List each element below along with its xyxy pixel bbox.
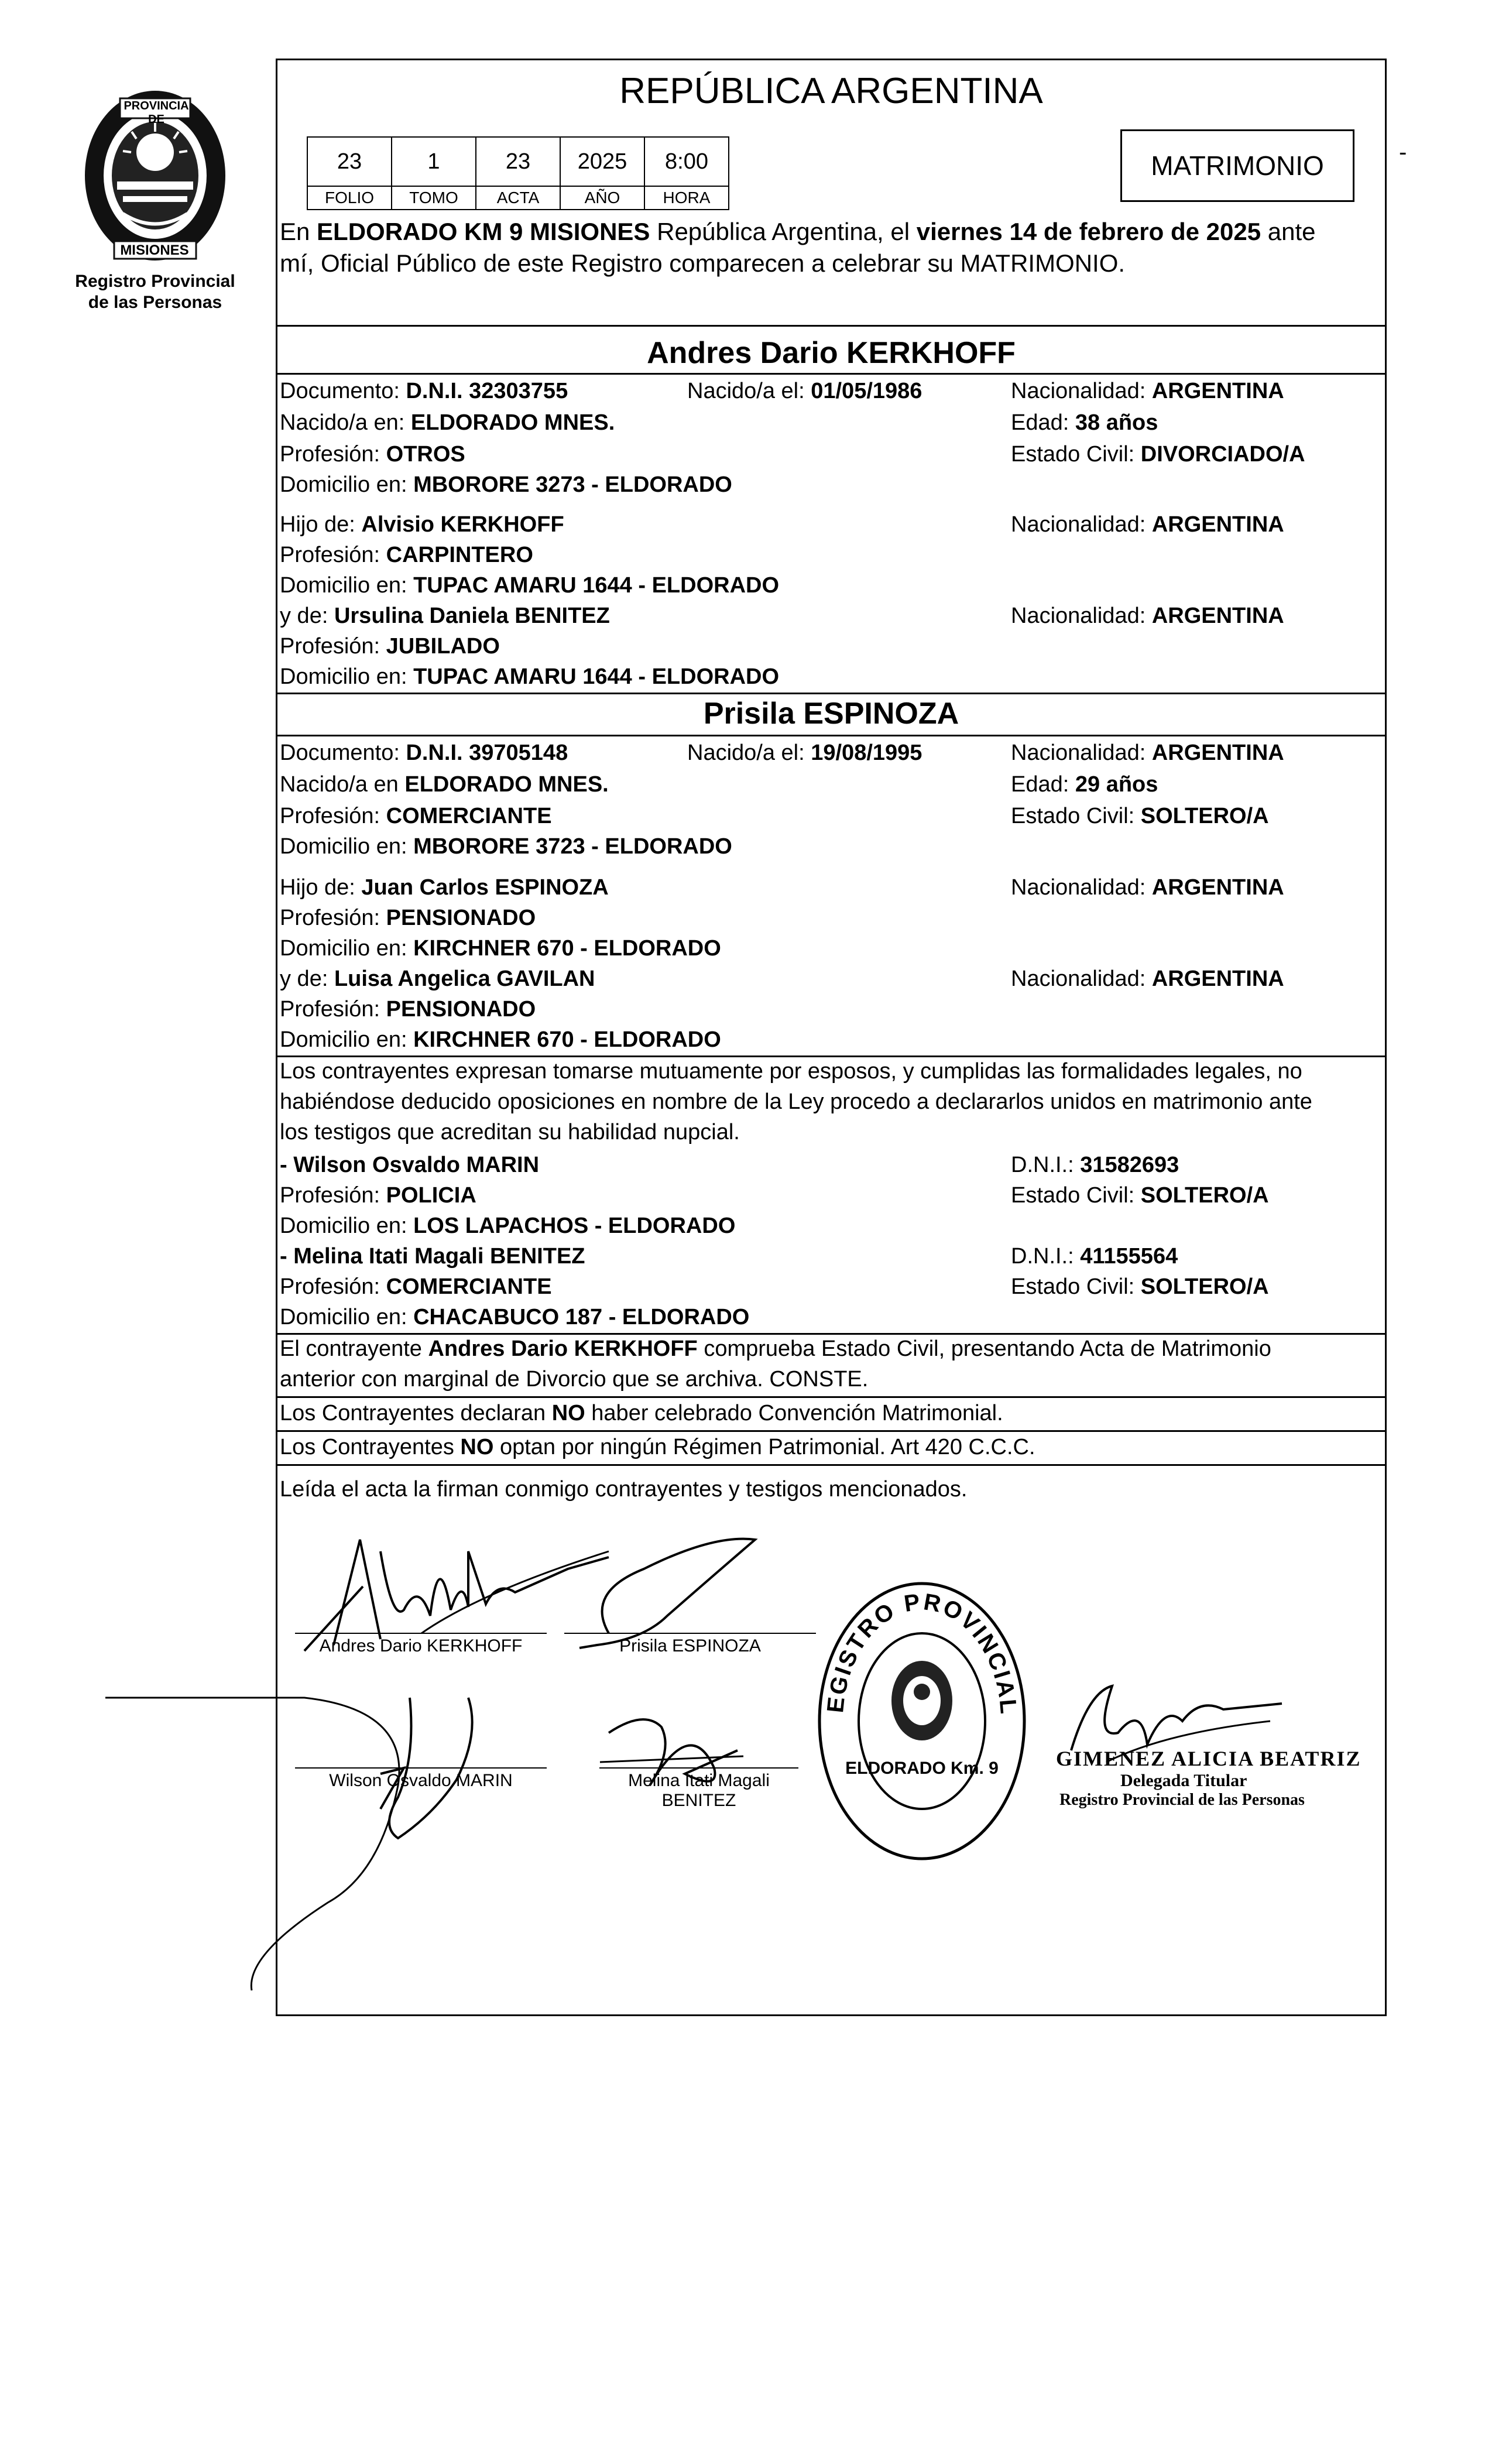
value: 01/05/1986 bbox=[811, 379, 922, 403]
intro-middle: República Argentina, el bbox=[650, 218, 917, 245]
label: Nacido/a en bbox=[280, 772, 405, 797]
folio-value: 23 bbox=[307, 137, 392, 186]
intro-line1 bbox=[280, 218, 1315, 245]
witness2-civil-status bbox=[1011, 1273, 1269, 1300]
spouse1-mother bbox=[280, 602, 610, 629]
witness1-name: - Wilson Osvaldo MARIN bbox=[280, 1153, 540, 1177]
hora-label: HORA bbox=[644, 186, 729, 210]
label: Nacionalidad: bbox=[1011, 741, 1152, 765]
label: Domicilio en: bbox=[280, 1214, 414, 1238]
record-reference-table bbox=[307, 136, 729, 210]
value: D.N.I. 32303755 bbox=[406, 379, 568, 403]
margin-dash: - bbox=[1399, 139, 1407, 165]
spouse2-father-nationality bbox=[1011, 874, 1284, 901]
intro-date: viernes 14 de febrero de 2025 bbox=[916, 218, 1261, 245]
regime2-prefix: Los Contrayentes bbox=[280, 1435, 461, 1459]
ano-label: AÑO bbox=[560, 186, 644, 210]
spouse1-birthdate bbox=[687, 378, 922, 405]
spouse2-father-profession bbox=[280, 904, 536, 931]
acta-label: ACTA bbox=[476, 186, 560, 210]
value: 38 años bbox=[1075, 410, 1158, 435]
civil-note-line2: anterior con marginal de Divorcio que se archiva. CONSTE. bbox=[280, 1367, 869, 1392]
regime-line1 bbox=[280, 1400, 1003, 1427]
value: ELDORADO MNES. bbox=[410, 410, 615, 435]
label: Documento: bbox=[280, 741, 406, 765]
spouse1-mother-profession bbox=[280, 633, 500, 660]
closing-text: Leída el acta la firman conmigo contrayentes y testigos mencionados. bbox=[280, 1477, 968, 1502]
value: CARPINTERO bbox=[386, 543, 533, 567]
signature-label-spouse1: Andres Dario KERKHOFF bbox=[319, 1636, 523, 1656]
value: SOLTERO/A bbox=[1140, 1183, 1269, 1208]
signature-official bbox=[1048, 1668, 1305, 1774]
spouse2-address bbox=[280, 833, 732, 860]
value: KIRCHNER 670 - ELDORADO bbox=[413, 936, 721, 961]
divider bbox=[277, 693, 1385, 694]
spouse1-father bbox=[280, 511, 564, 538]
spouse2-father bbox=[280, 874, 609, 901]
value: PENSIONADO bbox=[386, 906, 536, 930]
civil-note-name: Andres Dario KERKHOFF bbox=[428, 1336, 698, 1361]
spouse1-father-profession bbox=[280, 542, 533, 568]
label: Nacido/a el: bbox=[687, 741, 811, 765]
label: Nacionalidad: bbox=[1011, 967, 1152, 991]
label: Profesión: bbox=[280, 997, 386, 1022]
record-type-box: MATRIMONIO bbox=[1120, 129, 1354, 202]
value: TUPAC AMARU 1644 - ELDORADO bbox=[413, 573, 780, 598]
regime1-suffix: haber celebrado Convención Matrimonial. bbox=[585, 1401, 1003, 1425]
intro-place: ELDORADO KM 9 MISIONES bbox=[317, 218, 650, 245]
spouse2-mother-nationality bbox=[1011, 965, 1284, 992]
spouse2-birthplace bbox=[280, 771, 609, 798]
spouse1-birthplace bbox=[280, 409, 615, 436]
label: Profesión: bbox=[280, 906, 386, 930]
registry-name-line2: de las Personas bbox=[88, 293, 222, 312]
acta-value: 23 bbox=[476, 137, 560, 186]
official-role: Delegada Titular bbox=[1120, 1771, 1247, 1790]
witness1-address bbox=[280, 1212, 735, 1239]
ano-value: 2025 bbox=[560, 137, 644, 186]
value: Ursulina Daniela BENITEZ bbox=[334, 604, 610, 628]
label: Domicilio en: bbox=[280, 936, 414, 961]
spouse2-name-title: Prisila ESPINOZA bbox=[703, 697, 959, 731]
signature-witness2 bbox=[597, 1698, 749, 1797]
value: Alvisio KERKHOFF bbox=[361, 512, 564, 537]
witness1-dni bbox=[1011, 1152, 1179, 1178]
spouse2-mother-profession bbox=[280, 996, 536, 1023]
value: COMERCIANTE bbox=[386, 1274, 552, 1299]
label: Profesión: bbox=[280, 543, 386, 567]
signature-label-witness1: Wilson Osvaldo MARIN bbox=[329, 1771, 513, 1790]
divider bbox=[277, 325, 1385, 327]
label: Nacionalidad: bbox=[1011, 379, 1152, 403]
value: PENSIONADO bbox=[386, 997, 536, 1022]
regime2-suffix: optan por ningún Régimen Patrimonial. Art 420 C.C.C. bbox=[493, 1435, 1035, 1459]
value: OTROS bbox=[386, 442, 465, 467]
value: 19/08/1995 bbox=[811, 741, 922, 765]
spouse2-civil-status bbox=[1011, 803, 1269, 830]
regime2-no: NO bbox=[460, 1435, 494, 1459]
registry-seal bbox=[797, 1554, 1036, 1867]
regime1-prefix: Los Contrayentes declaran bbox=[280, 1401, 552, 1425]
tomo-value: 1 bbox=[392, 137, 476, 186]
folio-label: FOLIO bbox=[307, 186, 392, 210]
value: ELDORADO MNES. bbox=[404, 772, 609, 797]
intro-prefix: En bbox=[280, 218, 317, 245]
witness2-name: - Melina Itati Magali BENITEZ bbox=[280, 1244, 585, 1269]
witness1-civil-status bbox=[1011, 1182, 1269, 1209]
value: JUBILADO bbox=[386, 634, 500, 659]
regime-line2 bbox=[280, 1434, 1035, 1461]
registry-name bbox=[59, 271, 252, 313]
value: ARGENTINA bbox=[1151, 967, 1284, 991]
hora-value: 8:00 bbox=[644, 137, 729, 186]
spouse1-name-title: Andres Dario KERKHOFF bbox=[647, 336, 1016, 370]
spouse1-father-address bbox=[280, 572, 779, 599]
spouse2-age bbox=[1011, 771, 1158, 798]
spouse2-birthdate bbox=[687, 739, 922, 766]
spouse2-mother-address bbox=[280, 1026, 721, 1053]
value: SOLTERO/A bbox=[1140, 804, 1269, 828]
witness2-address bbox=[280, 1304, 749, 1331]
value: SOLTERO/A bbox=[1140, 1274, 1269, 1299]
signature-witness1 bbox=[105, 1663, 515, 1990]
signature-label-spouse2: Prisila ESPINOZA bbox=[619, 1636, 761, 1656]
spouse1-civil-status bbox=[1011, 441, 1305, 468]
label: Domicilio en: bbox=[280, 834, 414, 859]
value: D.N.I. 39705148 bbox=[406, 741, 568, 765]
divider bbox=[277, 373, 1385, 375]
spouse2-mother bbox=[280, 965, 595, 992]
official-name: GIMENEZ ALICIA BEATRIZ bbox=[1056, 1747, 1361, 1770]
label: Profesión: bbox=[280, 1183, 386, 1208]
label: Domicilio en: bbox=[280, 1305, 414, 1329]
spouse1-mother-address bbox=[280, 663, 779, 690]
official-org: Registro Provincial de las Personas bbox=[1059, 1791, 1305, 1809]
divider bbox=[277, 1430, 1385, 1432]
intro-suffix: ante bbox=[1261, 218, 1316, 245]
value: ARGENTINA bbox=[1151, 875, 1284, 900]
label: Estado Civil: bbox=[1011, 442, 1141, 467]
signature-spouse2 bbox=[562, 1522, 819, 1651]
label: Profesión: bbox=[280, 1274, 386, 1299]
label: Hijo de: bbox=[280, 512, 362, 537]
divider bbox=[277, 1464, 1385, 1466]
divider bbox=[277, 735, 1385, 736]
label: Domicilio en: bbox=[280, 664, 414, 689]
value: MBORORE 3273 - ELDORADO bbox=[413, 472, 732, 497]
spouse1-address bbox=[280, 471, 732, 498]
spouse1-profession bbox=[280, 441, 465, 468]
value: MBORORE 3723 - ELDORADO bbox=[413, 834, 732, 859]
emblem-top-text: PROVINCIA DE bbox=[124, 100, 189, 126]
country-title: REPÚBLICA ARGENTINA bbox=[619, 71, 1043, 111]
label: Estado Civil: bbox=[1011, 804, 1141, 828]
emblem-bottom-text: MISIONES bbox=[120, 242, 189, 258]
witness1-profession bbox=[280, 1182, 476, 1209]
value: CHACABUCO 187 - ELDORADO bbox=[413, 1305, 750, 1329]
seal-ring-path: DELEGACION DEL REGISTRO PROVINCIAL DE LAS PERSONAS bbox=[797, 1554, 1022, 1724]
label: Estado Civil: bbox=[1011, 1274, 1141, 1299]
divider bbox=[277, 1055, 1385, 1057]
declaration-line2: habiéndose deducido oposiciones en nombre de la Ley procedo a declararlos unidos en matrimonio ante bbox=[280, 1089, 1312, 1114]
label: Domicilio en: bbox=[280, 472, 414, 497]
label: y de: bbox=[280, 604, 334, 628]
label: Nacido/a el: bbox=[687, 379, 811, 403]
label: Edad: bbox=[1011, 772, 1075, 797]
value: 41155564 bbox=[1080, 1244, 1178, 1269]
declaration-line3: los testigos que acreditan su habilidad nupcial. bbox=[280, 1120, 740, 1144]
label: D.N.I.: bbox=[1011, 1244, 1081, 1269]
witness2-profession bbox=[280, 1273, 552, 1300]
value: ARGENTINA bbox=[1151, 604, 1284, 628]
value: Luisa Angelica GAVILAN bbox=[334, 967, 595, 991]
value: POLICIA bbox=[386, 1183, 476, 1208]
tomo-label: TOMO bbox=[392, 186, 476, 210]
value: 31582693 bbox=[1080, 1153, 1179, 1177]
witness2-sig-line1: Melina Itati Magali bbox=[628, 1771, 770, 1790]
civil-note-prefix: El contrayente bbox=[280, 1336, 428, 1361]
value: ARGENTINA bbox=[1151, 379, 1284, 403]
label: Domicilio en: bbox=[280, 1027, 414, 1052]
label: Nacionalidad: bbox=[1011, 512, 1152, 537]
value: Juan Carlos ESPINOZA bbox=[361, 875, 609, 900]
label: Profesión: bbox=[280, 442, 386, 467]
label: Nacionalidad: bbox=[1011, 875, 1152, 900]
civil-note-suffix: comprueba Estado Civil, presentando Acta de Matrimonio bbox=[697, 1336, 1271, 1361]
divider bbox=[277, 1333, 1385, 1335]
seal-inner-text: ELDORADO Km. 9 bbox=[845, 1759, 999, 1778]
witness2-dni bbox=[1011, 1243, 1178, 1270]
value: DIVORCIADO/A bbox=[1140, 442, 1305, 467]
value: KIRCHNER 670 - ELDORADO bbox=[413, 1027, 721, 1052]
spouse2-document bbox=[280, 739, 568, 766]
label: D.N.I.: bbox=[1011, 1153, 1081, 1177]
label: Nacido/a en: bbox=[280, 410, 411, 435]
regime1-no: NO bbox=[551, 1401, 585, 1425]
spouse2-profession bbox=[280, 803, 552, 830]
declaration-line1: Los contrayentes expresan tomarse mutuamente por esposos, y cumplidas las formalidades legales, no bbox=[280, 1059, 1302, 1084]
spouse1-document bbox=[280, 378, 568, 405]
civil-note-line1 bbox=[280, 1335, 1271, 1362]
registry-name-line1: Registro Provincial bbox=[75, 272, 235, 291]
value: 29 años bbox=[1075, 772, 1158, 797]
spouse1-mother-nationality bbox=[1011, 602, 1284, 629]
value: ARGENTINA bbox=[1151, 741, 1284, 765]
value: LOS LAPACHOS - ELDORADO bbox=[413, 1214, 736, 1238]
intro-line2: mí, Oficial Público de este Registro comparecen a celebrar su MATRIMONIO. bbox=[280, 249, 1126, 277]
spouse2-father-address bbox=[280, 935, 721, 962]
label: Hijo de: bbox=[280, 875, 362, 900]
label: Nacionalidad: bbox=[1011, 604, 1152, 628]
spouse1-nationality bbox=[1011, 378, 1284, 405]
spouse1-age bbox=[1011, 409, 1158, 436]
label: Estado Civil: bbox=[1011, 1183, 1141, 1208]
divider bbox=[277, 1396, 1385, 1398]
spouse2-nationality bbox=[1011, 739, 1284, 766]
label: Domicilio en: bbox=[280, 573, 414, 598]
label: Profesión: bbox=[280, 634, 386, 659]
label: y de: bbox=[280, 967, 334, 991]
label: Edad: bbox=[1011, 410, 1075, 435]
value: TUPAC AMARU 1644 - ELDORADO bbox=[413, 664, 780, 689]
label: Profesión: bbox=[280, 804, 386, 828]
value: ARGENTINA bbox=[1151, 512, 1284, 537]
label: Documento: bbox=[280, 379, 406, 403]
witness2-sig-line2: BENITEZ bbox=[661, 1791, 736, 1810]
spouse1-father-nationality bbox=[1011, 511, 1284, 538]
value: COMERCIANTE bbox=[386, 804, 552, 828]
